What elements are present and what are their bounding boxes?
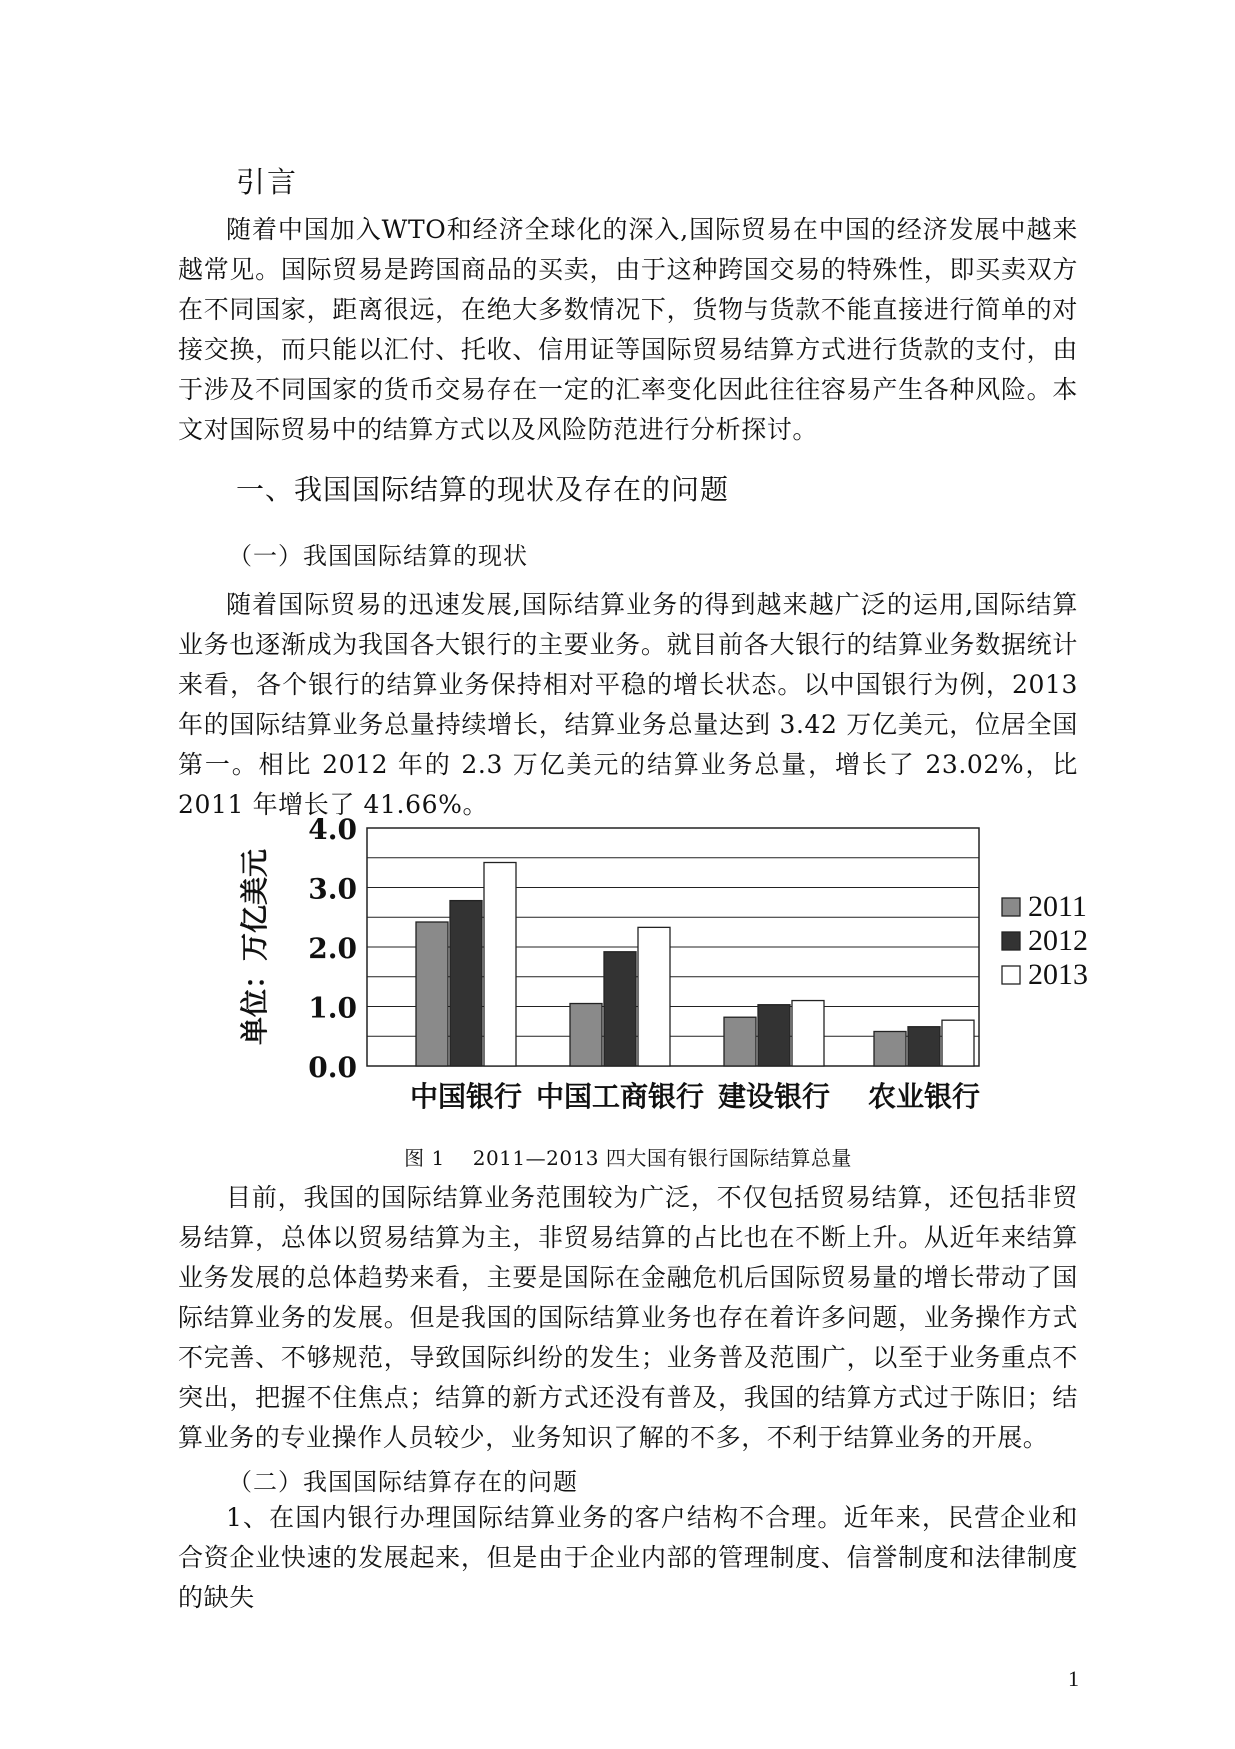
legend-label-2011: 2011	[1028, 890, 1087, 923]
legend-swatch-2011	[1002, 898, 1020, 916]
bar-2013-3	[942, 1020, 974, 1066]
legend-label-2012: 2012	[1028, 924, 1088, 957]
status-body	[178, 585, 1078, 825]
subsection-heading-problems: （二）我国国际结算存在的问题	[228, 1468, 578, 1496]
bar-2013-0	[484, 863, 516, 1066]
bar-chart-figure	[222, 798, 1122, 1128]
section-heading: 一、我国国际结算的现状及存在的问题	[236, 473, 730, 506]
y-tick-label: 1.0	[308, 991, 357, 1025]
x-tick-label: 农业银行	[867, 1080, 981, 1113]
bar-2012-2	[758, 1005, 790, 1066]
bar-2011-0	[416, 922, 448, 1066]
figure-caption-text: 2011—2013 四大国有银行国际结算总量	[472, 1146, 852, 1170]
bar-2011-1	[570, 1004, 602, 1066]
problems-paragraph: 1、在国内银行办理国际结算业务的客户结构不合理。近年来，民营企业和合资企业快速的发展起来，但是由于企业内部的管理制度、信誉制度和法律制度的缺失	[178, 1503, 1078, 1612]
bar-2013-1	[638, 927, 670, 1066]
y-tick-label: 3.0	[308, 872, 357, 906]
x-tick-label: 中国工商银行	[535, 1080, 705, 1113]
bar-2012-1	[604, 952, 636, 1066]
bar-2011-3	[874, 1031, 906, 1066]
intro-body	[178, 210, 1078, 450]
y-axis-label: 单位：万亿美元	[238, 848, 271, 1046]
y-tick-label: 2.0	[308, 932, 357, 965]
x-tick-label: 建设银行	[717, 1080, 831, 1113]
figure-caption	[178, 1142, 1078, 1171]
y-tick-label: 4.0	[308, 813, 357, 846]
bar-2012-0	[450, 901, 482, 1066]
intro-paragraph: 随着中国加入WTO和经济全球化的深入,国际贸易在中国的经济发展中越来越常见。国际贸易是跨国商品的买卖，由于这种跨国交易的特殊性，即买卖双方在不同国家，距离很远，在绝大多数情况下，货物与货款不能直接进行简单的对接交换，而只能以汇付、托收、信用证等国际贸易结算方式进行货款的支付，由于涉及不同国家的货币交易存在一定的汇率变化因此往往容易产生各种风险。本文对国际贸易中的结算方式以及风险防范进行分析探讨。	[178, 215, 1078, 444]
y-tick-label: 0.0	[308, 1051, 357, 1084]
problems-body	[178, 1498, 1078, 1618]
x-tick-label: 中国银行	[409, 1080, 523, 1113]
bar-2013-2	[792, 1001, 824, 1066]
subsection-heading-status: （一）我国国际结算的现状	[228, 542, 528, 570]
bar-chart	[222, 798, 1122, 1128]
status-paragraph: 随着国际贸易的迅速发展,国际结算业务的得到越来越广泛的运用,国际结算业务也逐渐成为我国各大银行的主要业务。就目前各大银行的结算业务数据统计来看，各个银行的结算业务保持相对平稳的增长状态。以中国银行为例，2013 年的国际结算业务总量持续增长，结算业务总量达到 3.42 万亿美元，位居全国第一。相比 2012 年的 2.3 万亿美元的结算业务总量，增长了 23.02%，比 2011 年增长了 41.66%。	[178, 590, 1078, 819]
figure-number: 图 1	[404, 1146, 445, 1170]
page-number: 1	[1068, 1666, 1079, 1691]
bar-2011-2	[724, 1017, 756, 1066]
bar-2012-3	[908, 1027, 940, 1066]
overview-paragraph: 目前，我国的国际结算业务范围较为广泛，不仅包括贸易结算，还包括非贸易结算，总体以贸易结算为主，非贸易结算的占比也在不断上升。从近年来结算业务发展的总体趋势来看，主要是国际在金融危机后国际贸易量的增长带动了国际结算业务的发展。但是我国的国际结算业务也存在着许多问题，业务操作方式不完善、不够规范，导致国际纠纷的发生；业务普及范围广，以至于业务重点不突出，把握不住焦点；结算的新方式还没有普及，我国的结算方式过于陈旧；结算业务的专业操作人员较少，业务知识了解的不多，不利于结算业务的开展。	[178, 1183, 1078, 1452]
overview-body	[178, 1178, 1078, 1458]
legend-label-2013: 2013	[1028, 958, 1088, 991]
intro-heading: 引言	[236, 165, 299, 199]
legend-swatch-2012	[1002, 932, 1020, 950]
legend-swatch-2013	[1002, 966, 1020, 984]
